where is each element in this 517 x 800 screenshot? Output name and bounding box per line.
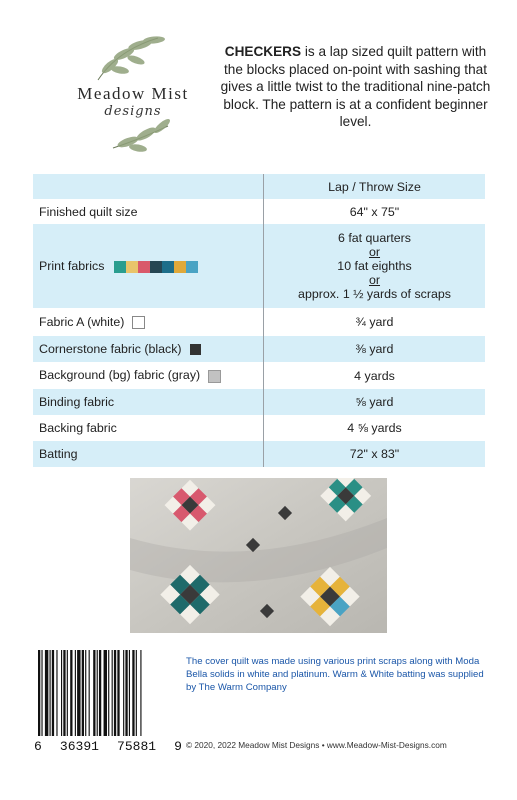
value-line: or [368, 245, 381, 259]
logo-name: Meadow Mist [77, 84, 189, 103]
swatch [186, 261, 198, 273]
pattern-description [218, 43, 493, 131]
gray-swatch [208, 370, 221, 383]
fabric-requirements-table [33, 174, 485, 467]
swatch [162, 261, 174, 273]
barcode [34, 650, 182, 760]
quilt-photo [130, 478, 387, 633]
value-line: 6 fat quarters [337, 231, 411, 245]
row-value: 4 yards [354, 368, 395, 383]
swatch [114, 261, 126, 273]
cover-quilt-note: The cover quilt was made using various print scraps along with Moda Bella solids in white and platinum. Warm & White batting was supplied by The Warm Company [186, 656, 484, 693]
row-label: Background (bg) fabric (gray) [39, 368, 201, 383]
barcode-digit-group: 36391 [59, 739, 99, 754]
barcode-digit-group: 9 [174, 739, 182, 754]
table-row [33, 199, 485, 224]
row-value: ⅝ yard [264, 389, 486, 415]
row-label: Batting [33, 441, 264, 467]
swatch [150, 261, 162, 273]
value-line: or [368, 273, 381, 287]
row-label: Print fabrics [39, 259, 105, 273]
brand-logo [58, 30, 208, 160]
row-label: Cornerstone fabric (black) [39, 342, 182, 356]
row-value: ¾ yard [355, 315, 394, 329]
copyright-line: © 2020, 2022 Meadow Mist Designs • www.Meadow-Mist-Designs.com [186, 740, 447, 750]
table-row [33, 308, 485, 336]
barcode-digits [34, 739, 182, 754]
table-row [33, 441, 485, 467]
row-value: ⅜ yard [264, 336, 486, 362]
pattern-name: CHECKERS [224, 44, 302, 59]
size-header: Lap / Throw Size [264, 174, 486, 199]
table-header-row [33, 174, 485, 199]
value-line: approx. 1 ½ yards of scraps [298, 287, 451, 301]
row-value: 4 ⅝ yards [347, 421, 402, 435]
table-row [33, 224, 485, 308]
row-value: 72" x 83" [264, 441, 486, 467]
barcode-bars-icon [34, 650, 182, 738]
swatch [138, 261, 150, 273]
row-label: Backing fabric [33, 415, 264, 441]
barcode-digit-group: 75881 [117, 739, 157, 754]
black-swatch [190, 344, 201, 355]
print-fabric-swatches [114, 261, 198, 273]
swatch [126, 261, 138, 273]
swatch [174, 261, 186, 273]
barcode-digit-group: 6 [34, 739, 42, 754]
row-label: Fabric A (white) [39, 314, 125, 329]
pattern-description-text: is a lap sized quilt pattern with the blocks placed on-point with sashing that gives a little twist to the traditional nine-patch block. The pattern is at a confident beginner level. [220, 44, 491, 129]
row-label: Binding fabric [33, 389, 264, 415]
row-value: 64" x 75" [349, 204, 400, 219]
table-row [33, 362, 485, 389]
table-row [33, 389, 485, 415]
logo-tagline: designs [104, 104, 162, 119]
table-row [33, 415, 485, 441]
white-swatch [132, 316, 145, 329]
value-line: 10 fat eighths [337, 259, 412, 273]
table-row [33, 336, 485, 362]
row-label: Finished quilt size [33, 199, 264, 224]
